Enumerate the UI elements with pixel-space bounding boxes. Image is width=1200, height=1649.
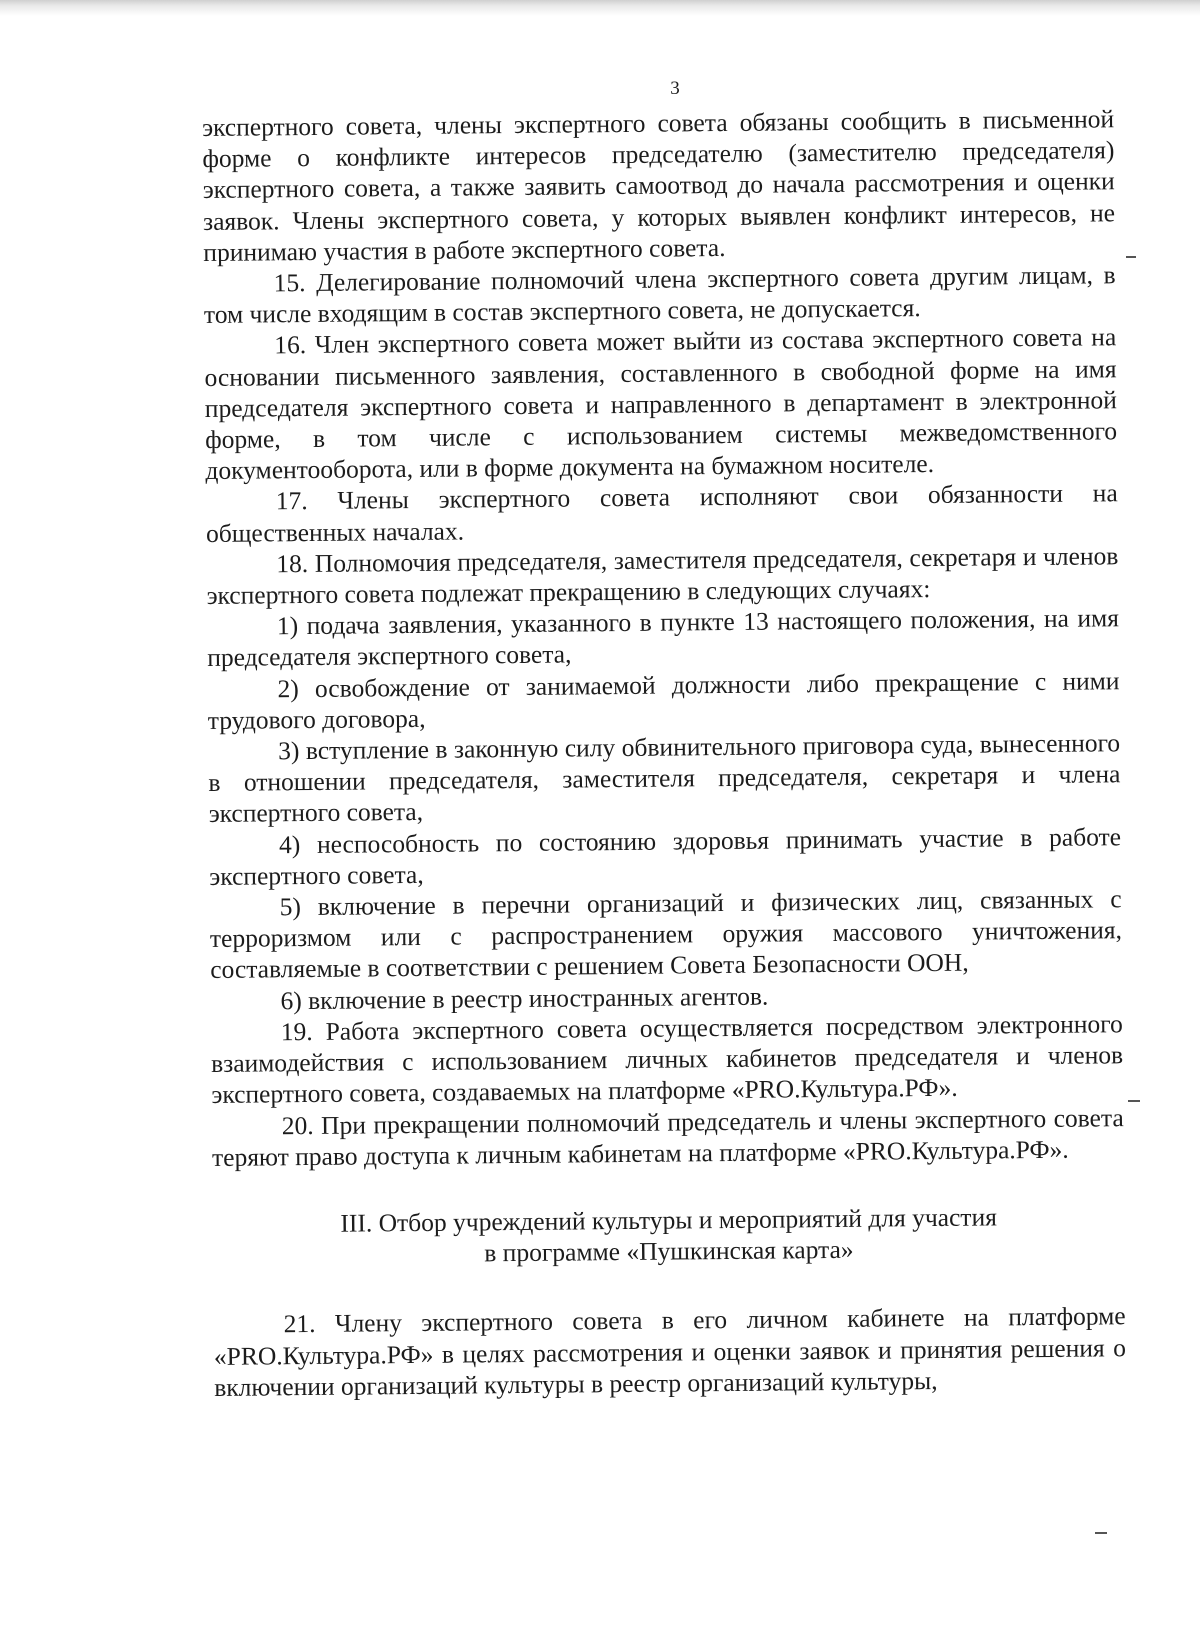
scan-top-edge <box>0 0 1200 16</box>
margin-mark-top <box>1126 256 1136 258</box>
paragraph-16: 16. Член экспертного совета может выйти из состава экспертного совета на основании письменного заявления, составленного в свободной форме на имя председателя экспертного совета и направленного в департамент в электронной форме, в том числе с использованием системы межведомственного документооборота, или в форме документа на бумажном носителе. <box>204 322 1118 486</box>
list-item-1: 1) подача заявления, указанного в пункте 13 настоящего положения, на имя председателя экспертного совета, <box>207 603 1120 673</box>
paragraph-15: 15. Делегирование полномочий члена экспертного совета другим лицам, в том числе входящим в состав экспертного совета, не допускается. <box>203 260 1116 330</box>
paragraph-21: 21. Члену экспертного совета в его личном кабинете на платформе «PRO.Культура.РФ» в целях рассмотрения и оценки заявок и принятия решения о включении организаций культуры в реестр организаций культуры, <box>213 1301 1127 1402</box>
list-item-5: 5) включение в перечни организаций и физических лиц, связанных с терроризмом или с распространением оружия массового уничтожения, составляемые в соответствии с решением Совета Безопасности ООН, <box>209 884 1123 985</box>
section-heading-line-2: в программе «Пушкинская карта» <box>484 1234 854 1268</box>
paragraph-18: 18. Полномочия председателя, заместителя председателя, секретаря и членов экспертного совета подлежат прекращению в следующих случаях: <box>206 541 1119 611</box>
document-body <box>202 103 1126 1403</box>
list-item-6: 6) включение в реестр иностранных агентов. <box>280 981 769 1015</box>
list-item-3: 3) вступление в законную силу обвинительного приговора суда, вынесенного в отношении председателя, заместителя председателя, секретаря и члена экспертного совета, <box>208 728 1121 829</box>
paragraph-20: 20. При прекращении полномочий председатель и члены экспертного совета теряют право доступа к личным кабинетам на платформе «PRO.Культура.РФ». <box>211 1102 1124 1172</box>
paragraph-17: 17. Члены экспертного совета исполняют свои обязанности на общественных началах. <box>205 478 1118 548</box>
section-heading <box>213 1200 1126 1271</box>
page-number: 3 <box>670 78 680 99</box>
paragraph-14-continuation: экспертного совета, члены экспертного совета обязаны сообщить в письменной форме о конфликте интересов председателю (заместителю председателя) экспертного совета, а также заявить самоотвод до начала рассмотрения и оценки заявок. Члены экспертного совета, у которых выявлен конфликт интересов, не принимаю участия в работе экспертного совета. <box>202 104 1116 267</box>
paragraph-19: 19. Работа экспертного совета осуществляется посредством электронного взаимодействия с использованием личных кабинетов председателя и членов экспертного совета, создаваемых на платформе «PRO.Культура.РФ». <box>210 1009 1124 1110</box>
section-heading-line-1: III. Отбор учреждений культуры и мероприятий для участия <box>340 1202 997 1238</box>
margin-mark-middle <box>1128 1100 1140 1102</box>
margin-mark-bottom <box>1095 1532 1107 1534</box>
list-item-2: 2) освобождение от занимаемой должности либо прекращение с ними трудового договора, <box>207 665 1120 735</box>
list-item-4: 4) неспособность по состоянию здоровья принимать участие в работе экспертного совета, <box>209 821 1122 891</box>
